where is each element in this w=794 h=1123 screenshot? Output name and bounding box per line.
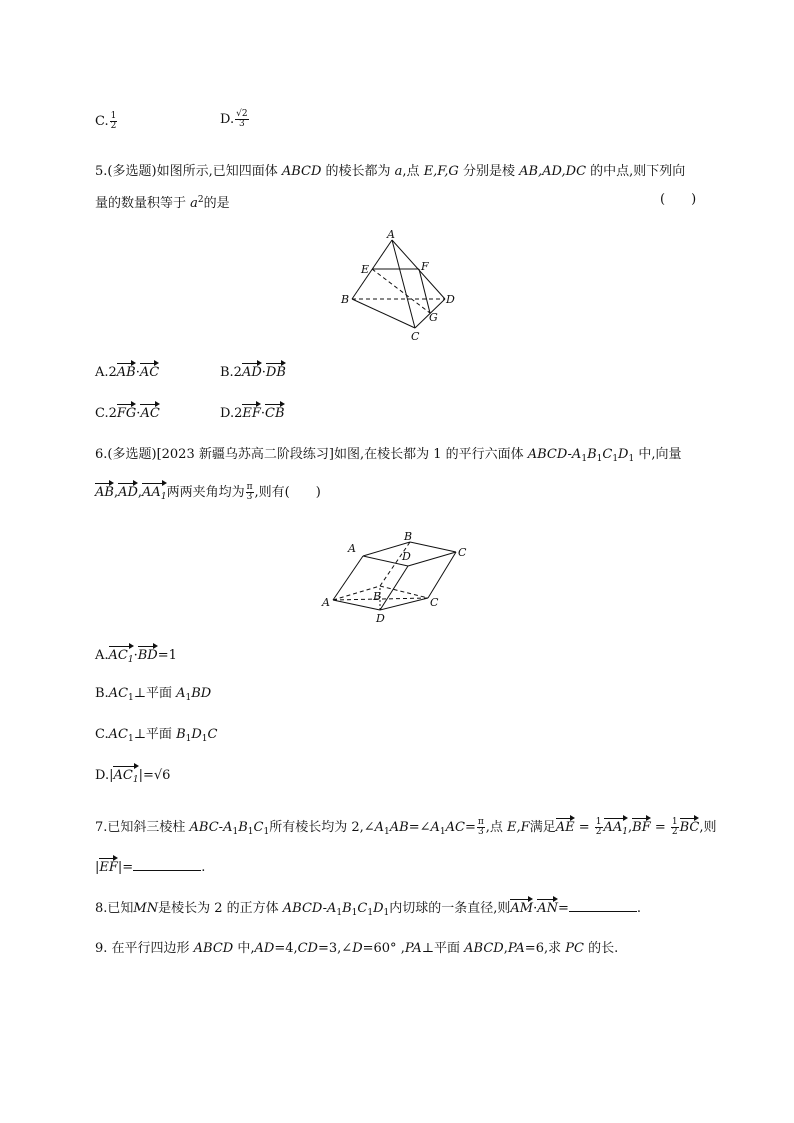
q6-stem-line1: 6.(多选题)[2023 新疆乌苏高二阶段练习]如图,在棱长都为 1 的平行六面体 ABCD-$A_1B_1C_1D_1$ 中,向量 (95, 447, 682, 464)
q7-stem-line1: 7.已知斜三棱柱 ABC-$A_1B_1C_1$所有棱长均为 $2,\angle A_1AB=\angle A_1AC=$ $\frac{\pi}{3}$ ,点 E,F满足AE = $\frac{1}{2}$ $AA_1,BF$ = $\frac{1}{2}$ BC,则 (95, 818, 717, 841)
q5-stem-line1: 5.(多选题)如图所示,已知四面体 ABCD 的棱长都为 a,点 E,F,G 分别是棱 AB,AD,DC 的中点,则下列向 (95, 164, 686, 179)
label-C1: C (458, 546, 467, 559)
label-A: A (322, 596, 330, 609)
fraction: $\frac{1}{2}$ (110, 111, 117, 131)
label-B: B (341, 293, 350, 306)
label-A1: A (348, 542, 356, 555)
parallelepiped-figure (318, 528, 478, 628)
q6-option-d: $D.|AC_1|=√6$ (95, 767, 170, 789)
label-B1: B (404, 530, 413, 543)
q6-option-a: $A.AC_1\cdot BD=1$ (95, 647, 177, 669)
label-E: E (361, 263, 370, 276)
label-D: D (376, 612, 385, 625)
label-B: B (373, 590, 382, 603)
q5-option-b: B.2AD·DB (220, 365, 286, 380)
q9-stem: 9. 在平行四边形 ABCD 中,AD=4,CD=3,∠D=60° ,PA⊥平面 ABCD,PA=6,求 PC 的长. (95, 941, 619, 956)
label-A: A (387, 228, 395, 241)
q6-stem-line2: $AB,AD,AA_1$两两夹角均为 $\frac{\pi}{3}$ ,则有( ) (95, 483, 321, 506)
fraction: $\frac{√2}{3}$ (236, 109, 248, 129)
q5-option-c: C.2FG·AC (95, 406, 160, 421)
label-D: D (446, 293, 455, 306)
label-D1: D (402, 550, 411, 563)
q5-option-a: A.2AB·AC (95, 365, 160, 380)
q7-stem-line2: |EF|= . (95, 860, 206, 875)
q4-option-c: C. $\frac{1}{2}$ (95, 111, 117, 131)
q5-option-d: D.2EF·CB (220, 406, 285, 421)
label-G: G (429, 311, 438, 324)
label-C: C (430, 596, 439, 609)
answer-paren: ( ) (660, 192, 697, 207)
q6-option-c: $C.AC_1\perp$平面 $B_1D_1C$ (95, 727, 218, 744)
q8-stem: 8.已知MN是棱长为 2 的正方体 ABCD-$A_1B_1C_1D_1$内切球的一条直径,则AM·AN= . (95, 901, 642, 918)
q5-stem-line2: 量的数量积等于 $a^2$的是 (95, 195, 230, 211)
answer-blank[interactable] (569, 899, 637, 912)
q4-option-d: D. $\frac{√2}{3}$ (220, 109, 248, 129)
q6-option-b: $B.AC_1\perp$平面 $A_1BD$ (95, 686, 212, 703)
label-F: F (421, 260, 429, 273)
tetrahedron-figure (335, 228, 465, 343)
label-C: C (411, 330, 420, 343)
answer-blank[interactable] (133, 858, 201, 871)
